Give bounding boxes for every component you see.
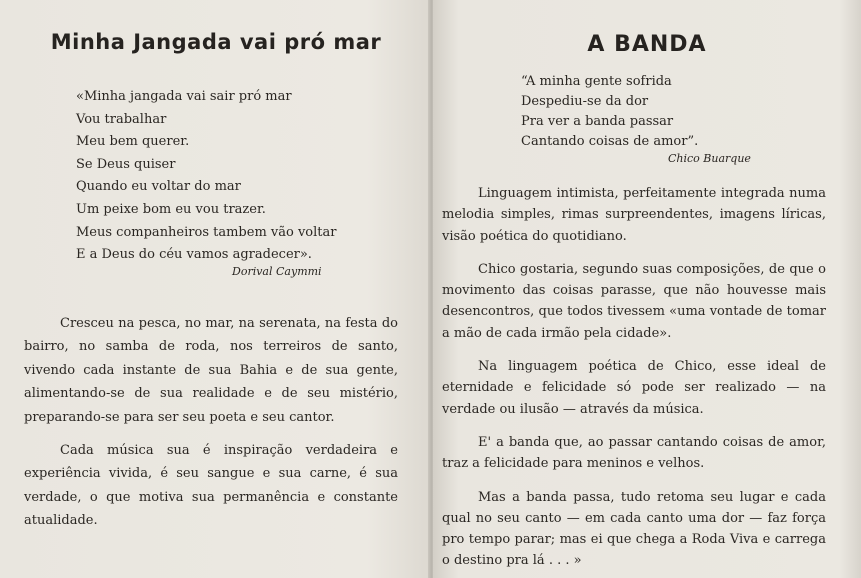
right-page [433, 0, 861, 578]
verse-line: Quando eu voltar do mar [76, 179, 241, 195]
verse-line: Um peixe bom eu vou trazer. [76, 201, 266, 217]
verse-line: «Minha jangada vai sair pró mar [76, 89, 292, 104]
paragraph: E' a banda que, ao passar cantando coisas de amor, traz a felicidade para meninos e velhos. [442, 434, 826, 472]
verse-line: Meu bem querer. [76, 134, 190, 150]
verse-line: E a Deus do céu vamos agradecer». [76, 247, 312, 263]
right-page-title: A BANDA [587, 32, 707, 57]
left-verse-author: Dorival Caymmi [232, 265, 322, 278]
paragraph: Cada música sua é inspiração verdadeira e experiência vivida, é seu sangue e sua carne, é sua verdade, o que motiva sua permanência e constante atualidade. [24, 443, 398, 529]
right-verse-author: Chico Buarque [668, 152, 751, 165]
left-prose [24, 312, 398, 533]
right-prose [442, 183, 826, 572]
verse-line: Meus companheiros tambem vão voltar [76, 224, 337, 240]
left-verse [76, 86, 336, 267]
paragraph: Chico gostaria, segundo suas composições, de que o movimento das coisas parasse, que não houvesse mais desencontros, que todos tivessem «uma vontade de tomar a mão de cada irmão pela cidade». [442, 261, 826, 341]
verse-line: Despediu-se da dor [521, 94, 649, 109]
paragraph: Mas a banda passa, tudo retoma seu lugar e cada qual no seu canto — em cada canto uma dor — faz força pro tempo parar; mas ei que chega a Roda Viva e carrega o destino pra lá . . . » [442, 489, 826, 569]
left-page-title: Minha Jangada vai pró mar [50, 30, 382, 54]
verse-line: Pra ver a banda passar [521, 114, 674, 129]
paragraph: Cresceu na pesca, no mar, na serenata, na festa do bairro, no samba de roda, nos terreiros de santo, vivendo cada instante de sua Bahia e de sua gente, alimentando-se de sua realidade e de seu mistério, preparando-se para ser seu poeta e seu cantor. [24, 316, 398, 425]
verse-line: Cantando coisas de amor”. [521, 134, 699, 149]
verse-line: Vou trabalhar [76, 111, 167, 127]
paragraph: Linguagem intimista, perfeitamente integrada numa melodia simples, rimas surpreendentes, imagens líricas, visão poética do quotidiano. [442, 186, 826, 244]
right-verse [521, 72, 698, 152]
verse-line: “A minha gente sofrida [521, 74, 672, 89]
paragraph: Na linguagem poética de Chico, esse ideal de eternidade e felicidade só pode ser realizado — na verdade ou ilusão — através da música. [442, 359, 826, 417]
verse-line: Se Deus quiser [76, 156, 176, 172]
